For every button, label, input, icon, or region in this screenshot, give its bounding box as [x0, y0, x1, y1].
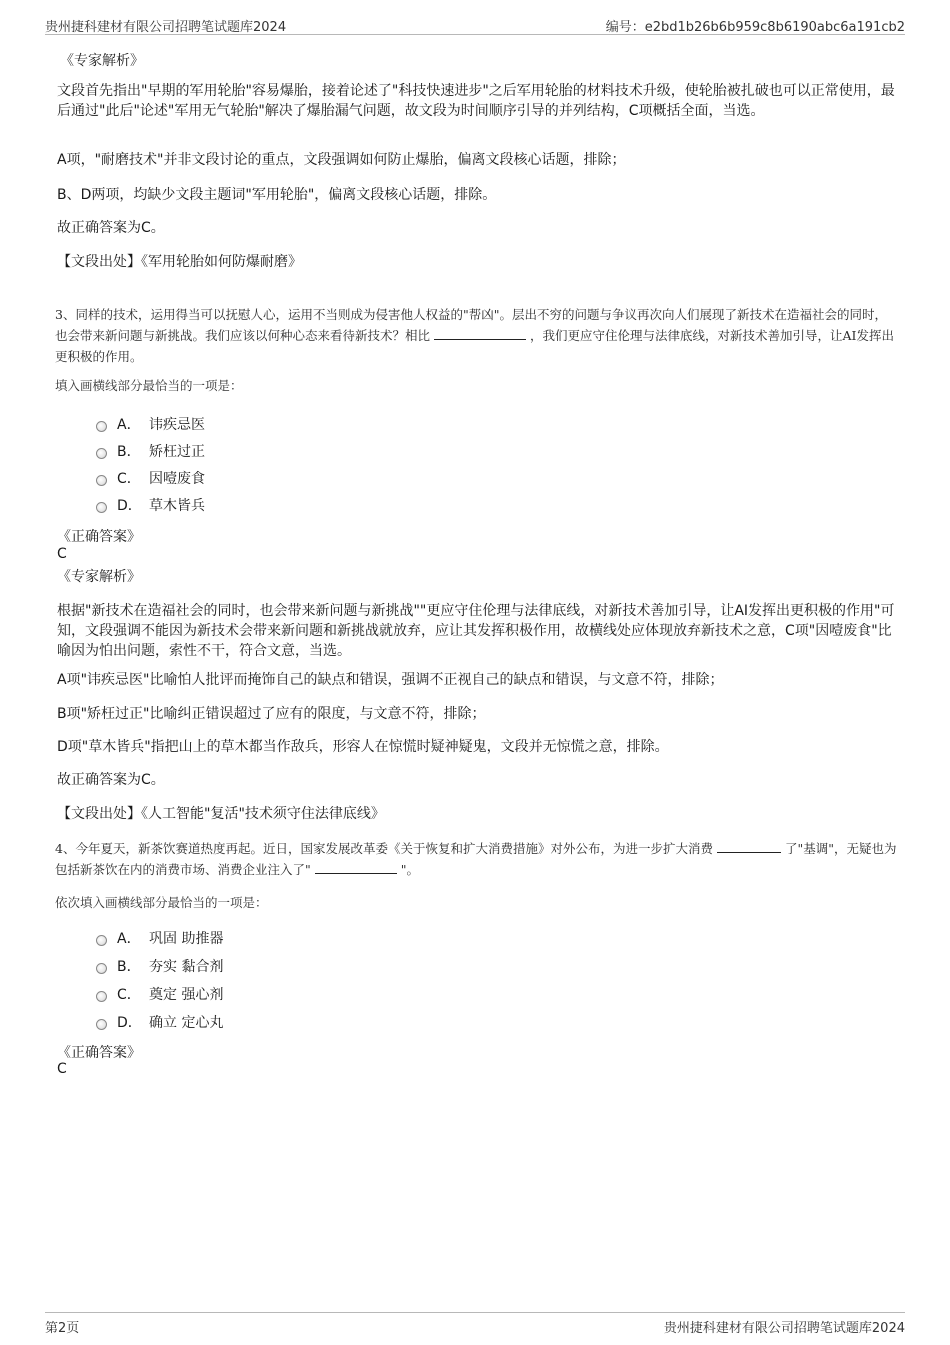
q3-stem-part2: ，我们更应守住伦理与法律底线，对新技术善加引导，让AI发挥出更积极的作用。 — [55, 328, 894, 364]
q2-analysis-option-bd: B、D两项，均缺少文段主题词"军用轮胎"，偏离文段核心话题，排除。 — [57, 187, 497, 203]
option-letter: C． — [117, 471, 141, 487]
q3-analysis-option-a: A项"讳疾忌医"比喻怕人批评而掩饰自己的缺点和错误，强调不正视自己的缺点和错误，与文意不符，排除； — [57, 672, 724, 688]
option-text: 草木皆兵 — [149, 498, 205, 514]
option-text: 讳疾忌医 — [149, 417, 205, 433]
q4-blank-2 — [315, 859, 397, 874]
option-letter: C． — [117, 987, 141, 1003]
q3-analysis-option-d: D项"草木皆兵"指把山上的草木都当作敌兵，形容人在惊慌时疑神疑鬼，文段并无惊慌之意，排除。 — [57, 739, 669, 755]
q3-blank — [434, 325, 526, 340]
q3-stem — [55, 304, 898, 367]
radio-icon[interactable] — [96, 1019, 107, 1030]
q3-prompt: 填入画横线部分最恰当的一项是： — [55, 378, 243, 393]
option-letter: D． — [117, 498, 142, 514]
q4-option-a[interactable] — [96, 928, 223, 948]
option-letter: A． — [117, 931, 141, 947]
q3-answer: C — [57, 546, 67, 562]
page-footer — [45, 1312, 905, 1337]
option-letter: A． — [117, 417, 141, 433]
q4-blank-1 — [717, 838, 781, 853]
q3-analysis-text: 根据"新技术在造福社会的同时，也会带来新问题与新挑战""更应守住伦理与法律底线，对新技术善加引导，让AI发挥出更积极的作用"可知，文段强调不能因为新技术会带来新问题和新挑战就放弃，应让其发挥积极作用，故横线处应体现放弃新技术之意，C项"因噎废食"比喻因为怕出问题，索性不干，符合文意，当选。 — [57, 603, 895, 659]
q3-answer-label: 《正确答案》 — [57, 529, 141, 545]
q4-answer-label: 《正确答案》 — [57, 1045, 141, 1061]
option-text: 因噎废食 — [149, 471, 205, 487]
q3-source: 【文段出处】《人工智能"复活"技术须守住法律底线》 — [57, 806, 385, 822]
q4-option-c[interactable] — [96, 984, 223, 1004]
header-serial — [606, 16, 905, 35]
q2-analysis-label: 《专家解析》 — [60, 53, 144, 69]
radio-icon[interactable] — [96, 421, 107, 432]
q4-answer: C — [57, 1061, 67, 1077]
header-serial-label: 编号： — [605, 20, 645, 35]
footer-page-number: 第2页 — [45, 1321, 80, 1336]
option-text: 夯实 黏合剂 — [149, 959, 224, 975]
header-serial-value: e2bd1b26b6b959c8b6190abc6a191cb2 — [644, 20, 905, 35]
q3-option-b[interactable] — [96, 441, 205, 461]
q3-analysis-label: 《专家解析》 — [57, 569, 141, 585]
option-text: 确立 定心丸 — [149, 1015, 224, 1031]
q2-analysis-option-a: A项，"耐磨技术"并非文段讨论的重点，文段强调如何防止爆胎，偏离文段核心话题，排除； — [57, 152, 626, 168]
q3-option-a[interactable] — [96, 414, 205, 434]
radio-icon[interactable] — [96, 475, 107, 486]
q4-stem-part2: 了"基调"，无疑也为包括新茶饮在内的消费市场、消费企业注入了" — [55, 841, 897, 877]
footer-title: 贵州捷科建材有限公司招聘笔试题库2024 — [663, 1321, 905, 1336]
q2-analysis-text: 文段首先指出"早期的军用轮胎"容易爆胎，接着论述了"科技快速进步"之后军用轮胎的材料技术升级，使轮胎被扎破也可以正常使用，最后通过"此后"论述"军用无气轮胎"解决了爆胎漏气问题，故文段为时间顺序引导的并列结构，C项概括全面，当选。 — [57, 83, 895, 119]
q3-analysis-option-b: B项"矫枉过正"比喻纠正错误超过了应有的限度，与文意不符，排除； — [57, 706, 486, 722]
radio-icon[interactable] — [96, 935, 107, 946]
option-letter: B． — [117, 444, 141, 460]
option-letter: D． — [117, 1015, 142, 1031]
q3-option-d[interactable] — [96, 495, 205, 515]
q2-conclusion: 故正确答案为C。 — [57, 220, 165, 236]
q4-stem-part1: 4、今年夏天，新茶饮赛道热度再起。近日，国家发展改革委《关于恢复和扩大消费措施》对外公布，为进一步扩大消费 — [55, 841, 713, 856]
q4-option-d[interactable] — [96, 1012, 223, 1032]
q4-stem — [55, 838, 898, 880]
page-header — [45, 14, 905, 35]
radio-icon[interactable] — [96, 991, 107, 1002]
q3-option-c[interactable] — [96, 468, 205, 488]
radio-icon[interactable] — [96, 502, 107, 513]
radio-icon[interactable] — [96, 963, 107, 974]
q3-stem-part1: 3、同样的技术，运用得当可以抚慰人心，运用不当则成为侵害他人权益的"帮凶"。层出不穷的问题与争议再次向人们展现了新技术在造福社会的同时，也会带来新问题与新挑战。我们应该以何种心态来看待新技术？相比 — [55, 307, 887, 343]
option-letter: B． — [117, 959, 141, 975]
q4-option-b[interactable] — [96, 956, 223, 976]
option-text: 巩固 助推器 — [149, 931, 224, 947]
q2-source: 【文段出处】《军用轮胎如何防爆耐磨》 — [57, 254, 302, 270]
radio-icon[interactable] — [96, 448, 107, 459]
header-title: 贵州捷科建材有限公司招聘笔试题库2024 — [45, 20, 287, 35]
q4-prompt: 依次填入画横线部分最恰当的一项是： — [55, 895, 268, 910]
q4-stem-part3: "。 — [400, 862, 420, 877]
option-text: 矫枉过正 — [149, 444, 205, 460]
option-text: 奠定 强心剂 — [149, 987, 224, 1003]
q3-conclusion: 故正确答案为C。 — [57, 772, 165, 788]
